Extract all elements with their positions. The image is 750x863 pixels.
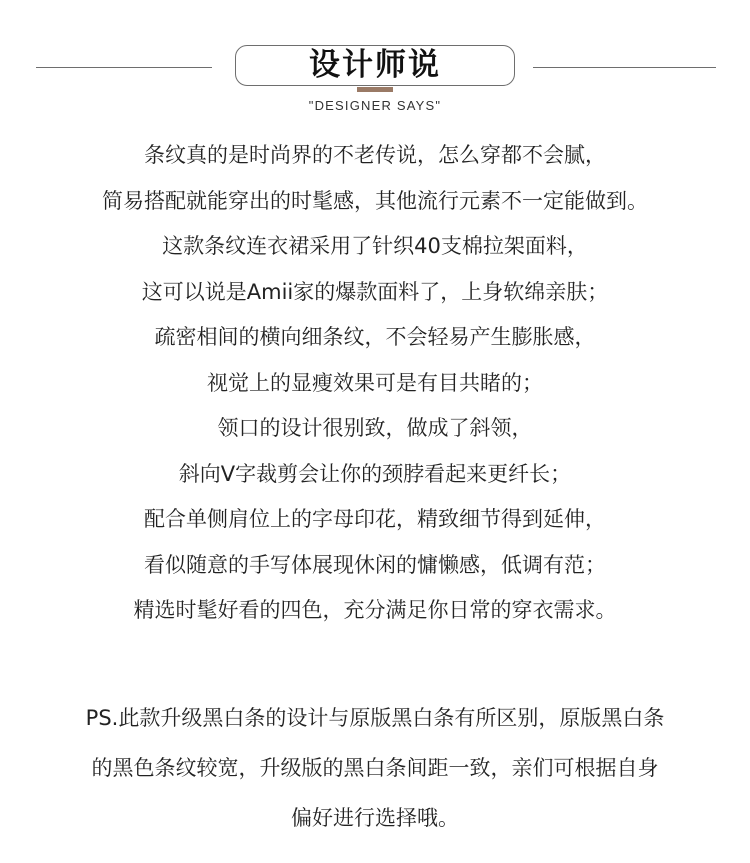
description-line: 看似随意的手写体展现休闲的慵懒感，低调有范； — [144, 552, 606, 577]
ps-note-line: 的黑色条纹较宽，升级版的黑白条间距一致，亲们可根据自身 — [91, 756, 659, 780]
section-title-box — [235, 45, 515, 86]
description-line: 视觉上的显瘦效果可是有目共睹的； — [207, 370, 543, 395]
ps-note — [0, 693, 750, 843]
description-line: 这可以说是Amii家的爆款面料了，上身软绵亲肤； — [141, 279, 609, 304]
section-subtitle: "DESIGNER SAYS" — [308, 98, 442, 113]
description-line: 这款条纹连衣裙采用了针织40支棉拉架面料， — [162, 234, 588, 258]
ps-note-line: PS.此款升级黑白条的设计与原版黑白条有所区别，原版黑白条 — [85, 706, 665, 730]
header-rule-right — [533, 67, 716, 68]
description-line: 斜向V字裁剪会让你的颈脖看起来更纤长； — [178, 461, 572, 486]
description-line: 精选时髦好看的四色，充分满足你日常的穿衣需求。 — [133, 598, 617, 622]
description-text — [0, 133, 750, 634]
header-rule-left — [36, 67, 212, 68]
section-title: 设计师说 — [309, 47, 441, 83]
description-line: 领口的设计很别致，做成了斜领， — [217, 416, 533, 440]
ps-note-line: 偏好进行选择哦。 — [291, 806, 459, 830]
description-line: 配合单侧肩位上的字母印花，精致细节得到延伸， — [144, 507, 606, 531]
description-line: 条纹真的是时尚界的不老传说，怎么穿都不会腻， — [144, 143, 606, 167]
description-line: 疏密相间的横向细条纹，不会轻易产生膨胀感， — [154, 325, 596, 349]
description-line: 简易搭配就能穿出的时髦感，其他流行元素不一定能做到。 — [102, 188, 648, 213]
title-accent-bar — [357, 87, 393, 92]
